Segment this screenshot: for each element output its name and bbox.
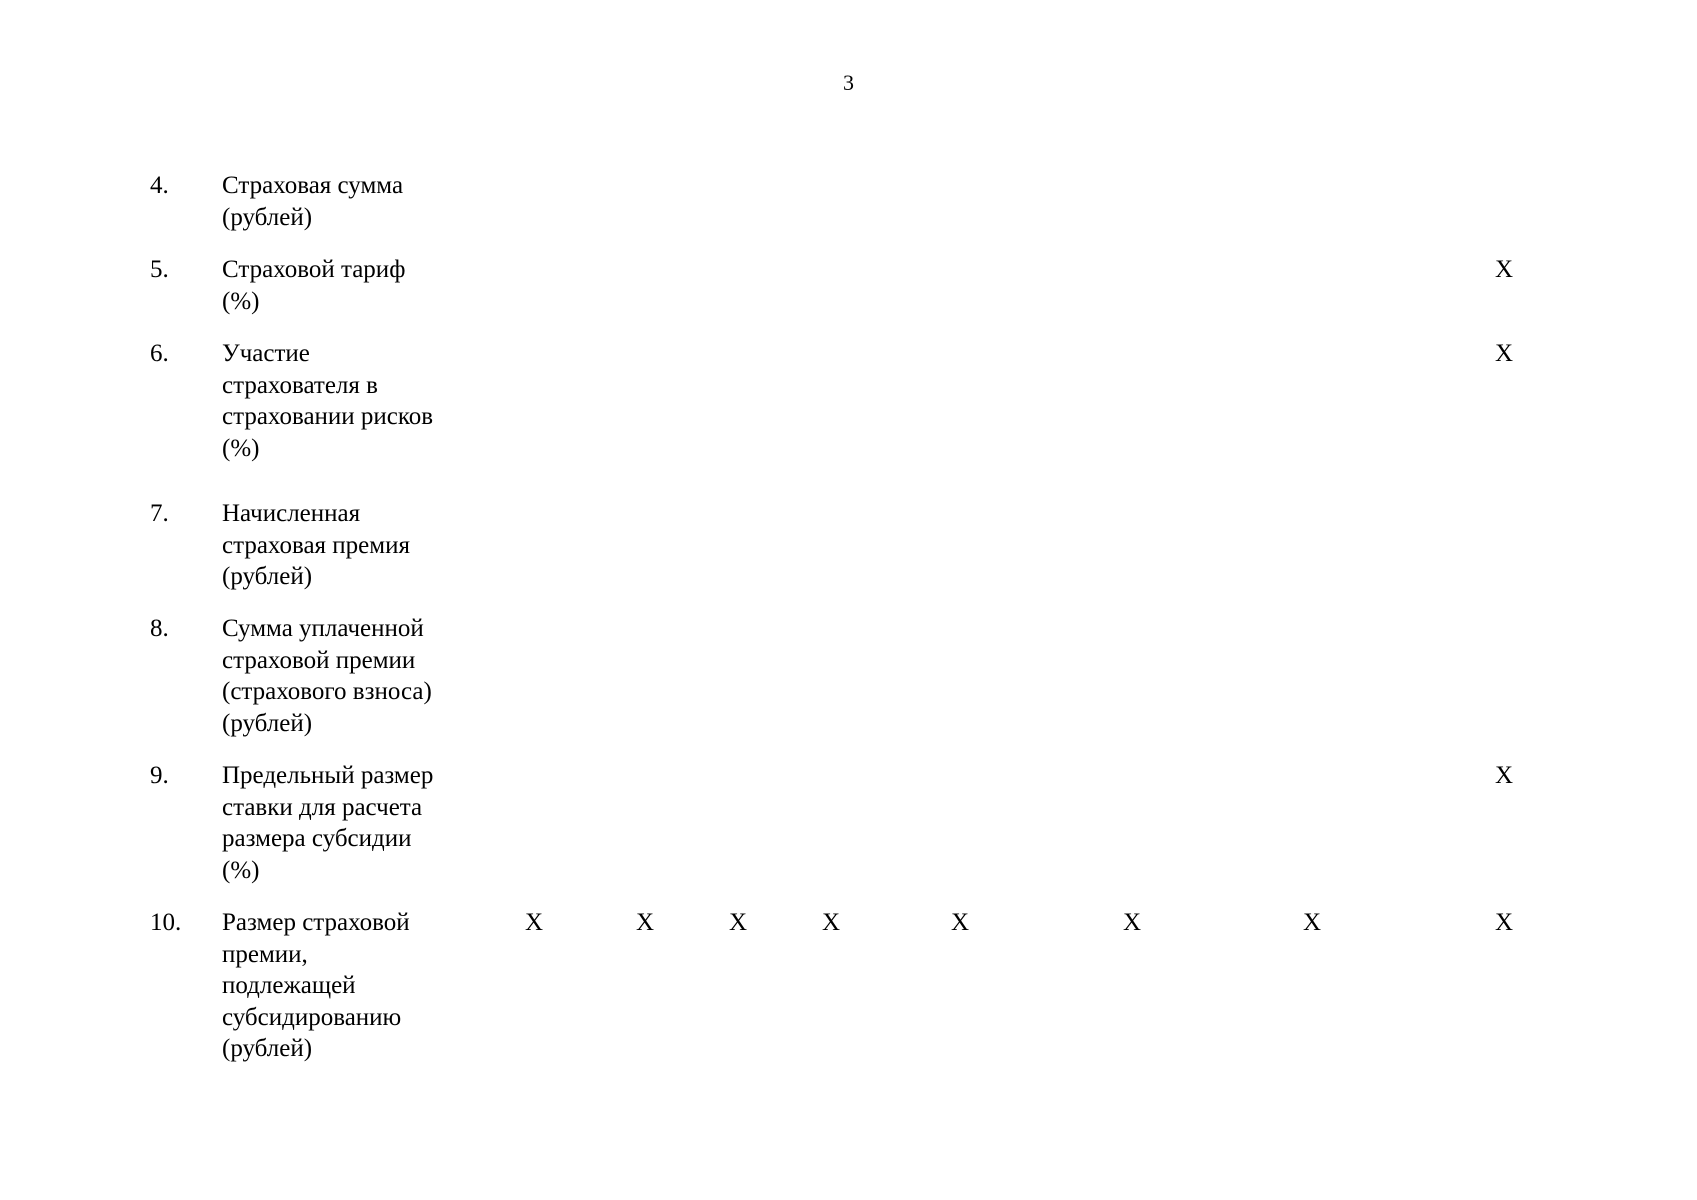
x-mark: X [1494, 762, 1514, 789]
row-number: 6. [150, 340, 169, 367]
row-number: 9. [150, 762, 169, 789]
row-label [222, 613, 472, 739]
page-number: 3 [843, 70, 854, 95]
row-label-line: (%) [222, 434, 260, 462]
x-mark: X [524, 909, 544, 936]
x-mark: X [728, 909, 748, 936]
x-mark: X [1302, 909, 1322, 936]
row-label [222, 760, 472, 886]
row-label-line: (рублей) [222, 563, 313, 590]
x-mark: X [821, 909, 841, 936]
row-label-line: Участие [222, 340, 310, 367]
row-label-line: страховая премия [222, 531, 410, 559]
row-label [222, 170, 472, 233]
row-label-line: (%) [222, 856, 260, 884]
x-mark: X [1494, 340, 1514, 367]
row-label-line: премии, [222, 940, 308, 968]
row-label-line: Начисленная [222, 500, 361, 527]
row-label-line: (рублей) [222, 203, 313, 231]
row-number: 4. [150, 172, 169, 199]
row-label [222, 254, 472, 317]
row-label-line: Страховой тариф [222, 256, 406, 283]
row-label-line: субсидированию [222, 1003, 402, 1031]
row-label-line: (%) [222, 287, 260, 315]
row-label-line: страховой премии [222, 646, 416, 674]
row-label-line: страхователя в [222, 371, 378, 399]
x-mark: X [950, 909, 970, 936]
row-label-line: страховании рисков [222, 403, 434, 430]
row-label-line: (рублей) [222, 1035, 313, 1062]
row-number: 7. [150, 500, 169, 527]
x-mark: X [1122, 909, 1142, 936]
row-label-line: Сумма уплаченной [222, 615, 424, 642]
row-label [222, 907, 472, 1065]
row-label-line: ставки для расчета [222, 793, 423, 821]
row-number: 5. [150, 256, 169, 283]
x-mark: X [1494, 256, 1514, 283]
row-label-line: Предельный размер [222, 762, 434, 789]
row-number: 8. [150, 615, 169, 642]
row-number: 10. [150, 909, 182, 936]
x-mark: X [635, 909, 655, 936]
row-label-line: (рублей) [222, 709, 313, 737]
x-mark: X [1494, 909, 1514, 936]
row-label [222, 498, 472, 593]
row-label-line: Страховая сумма [222, 172, 404, 199]
row-label [222, 338, 472, 464]
row-label-line: подлежащей [222, 972, 356, 999]
row-label-line: Размер страховой [222, 909, 410, 936]
row-label-line: (страхового взноса) [222, 678, 432, 705]
row-label-line: размера субсидии [222, 825, 412, 852]
